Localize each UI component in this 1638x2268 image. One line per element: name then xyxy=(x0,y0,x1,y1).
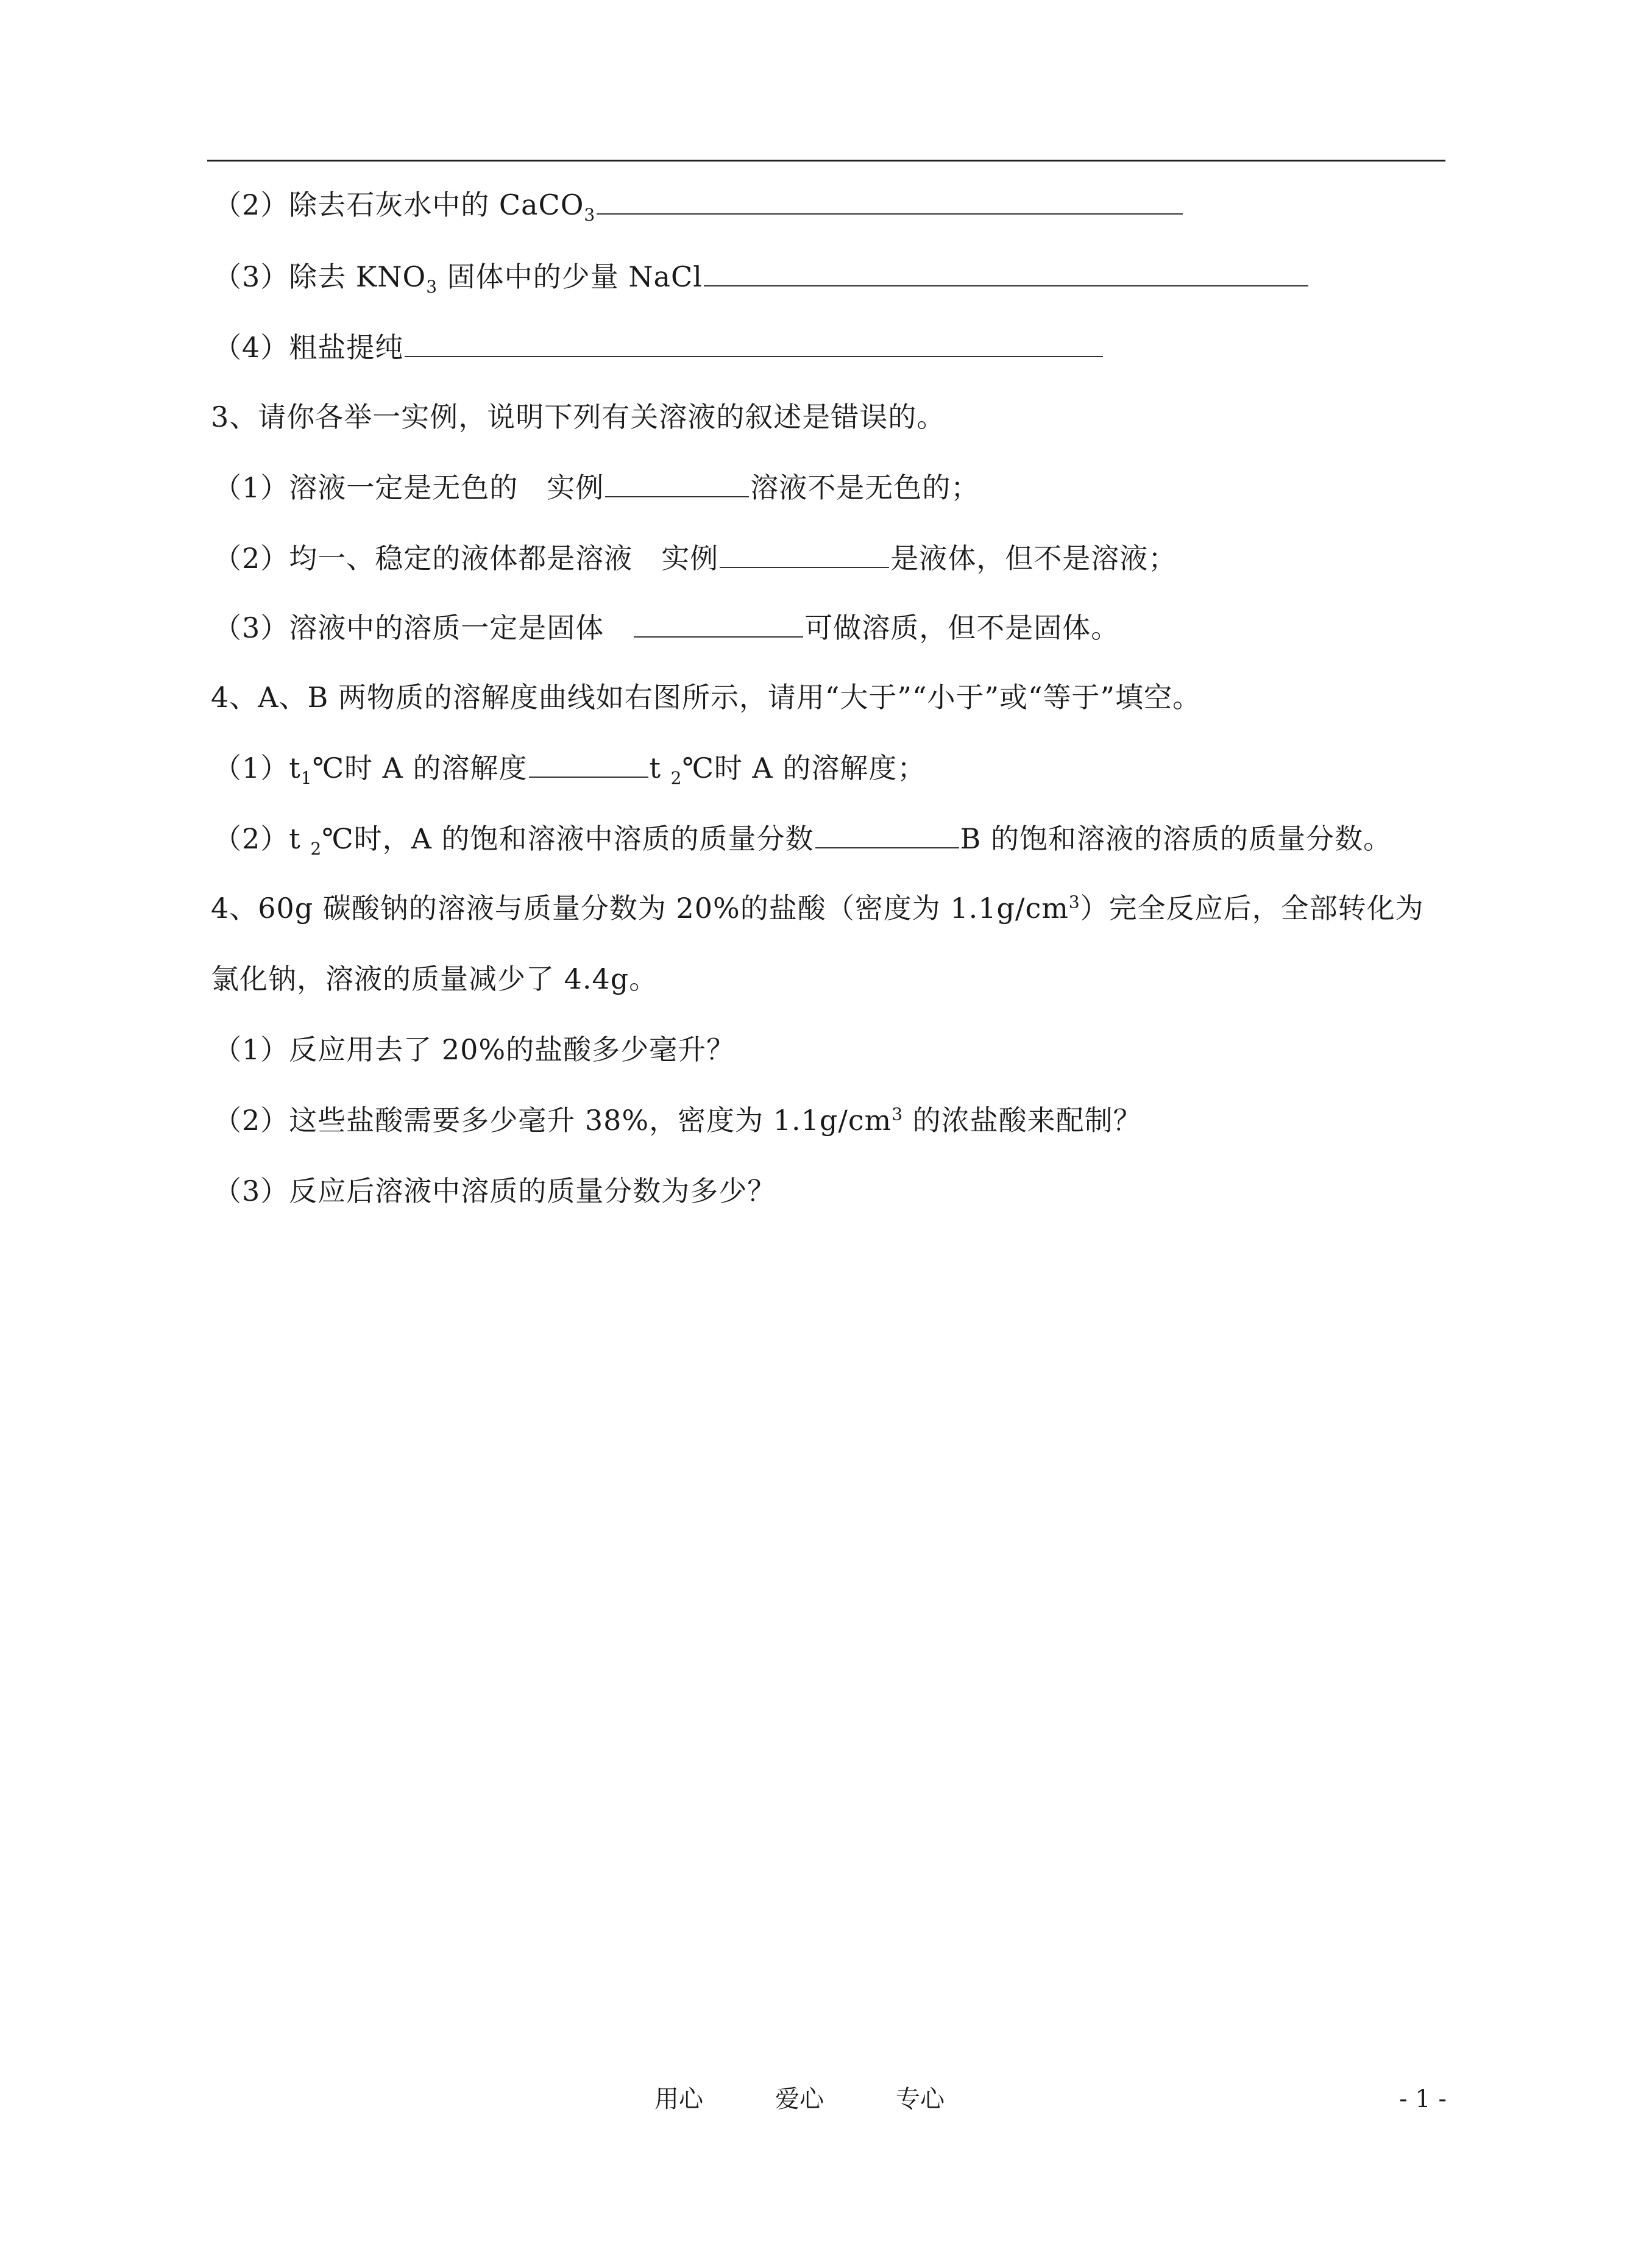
footer-motto-3: 专心 xyxy=(896,2085,945,2113)
q4a-text: 4、A、B 两物质的溶解度曲线如右图所示，请用“大于”“小于”或“等于”填空。 xyxy=(211,681,1202,714)
q3-3-text: （3）溶液中的溶质一定是固体 xyxy=(213,611,633,644)
question-2-3 xyxy=(213,258,1310,295)
answer-blank[interactable] xyxy=(605,472,749,497)
q4b-2-text-b: 的浓盐酸来配制？ xyxy=(903,1104,1142,1137)
answer-blank[interactable] xyxy=(634,612,803,638)
question-4a xyxy=(211,679,1201,716)
question-3 xyxy=(211,399,945,435)
q4b-superscript: 3 xyxy=(1068,892,1080,912)
footer-motto-2: 爱心 xyxy=(775,2085,824,2113)
answer-blank[interactable] xyxy=(720,542,889,568)
q4b-1-text: （1）反应用去了 20%的盐酸多少毫升？ xyxy=(213,1033,736,1066)
answer-blank[interactable] xyxy=(815,823,959,848)
q4a-1-text: （1）t xyxy=(213,752,301,784)
question-3-3 xyxy=(213,610,1119,646)
q2-2-subscript: 3 xyxy=(584,205,596,226)
q3-2-text-post: 是液体，但不是溶液； xyxy=(890,542,1177,575)
q4b-2-superscript: 3 xyxy=(892,1104,904,1125)
q4a-2-text: （2）t xyxy=(213,822,311,855)
q2-3-text-post: 固体中的少量 NaCl xyxy=(438,260,703,293)
answer-blank[interactable] xyxy=(597,189,1183,215)
question-4b-1 xyxy=(213,1031,735,1068)
q4b-2-text: （2）这些盐酸需要多少毫升 38%，密度为 1.1g/cm xyxy=(213,1104,892,1137)
q3-2-text: （2）均一、稳定的液体都是溶液 实例 xyxy=(213,542,719,575)
q2-4-text: （4）粗盐提纯 xyxy=(213,331,404,364)
question-4b-2 xyxy=(213,1102,1142,1139)
question-2-4 xyxy=(213,329,1104,366)
answer-blank[interactable] xyxy=(529,752,648,778)
question-4b xyxy=(211,890,1424,926)
question-4b-3 xyxy=(213,1173,776,1209)
q4a-2-text-c: B 的饱和溶液的溶质的质量分数。 xyxy=(960,822,1392,855)
question-3-1 xyxy=(213,469,979,506)
q2-2-text: （2）除去石灰水中的 CaCO xyxy=(213,188,584,221)
question-4a-2 xyxy=(213,820,1392,857)
answer-blank[interactable] xyxy=(704,261,1308,286)
answer-blank[interactable] xyxy=(405,332,1103,357)
q4b-3-text: （3）反应后溶液中溶质的质量分数为多少？ xyxy=(213,1175,776,1207)
q4a-1-text-d: ℃时 A 的溶解度； xyxy=(682,752,926,784)
q3-3-text-post: 可做溶质，但不是固体。 xyxy=(804,611,1120,644)
page-number: - 1 - xyxy=(1399,2085,1447,2113)
q2-3-subscript: 3 xyxy=(426,277,438,297)
question-2-2 xyxy=(213,187,1184,226)
q2-3-text: （3）除去 KNO xyxy=(213,260,427,293)
header-rule xyxy=(207,160,1445,162)
q3-1-text-post: 溶液不是无色的； xyxy=(750,471,980,504)
q4b-text: 4、60g 碳酸钠的溶液与质量分数为 20%的盐酸（密度为 1.1g/cm xyxy=(211,892,1069,925)
q4b-cont-text: 氯化钠，溶液的质量减少了 4.4g。 xyxy=(211,962,658,995)
question-3-2 xyxy=(213,540,1177,577)
q4a-1-sub-1: 1 xyxy=(300,768,313,789)
q4a-1-text-b: ℃时 A 的溶解度 xyxy=(312,752,528,784)
question-4b-continued xyxy=(211,961,658,997)
q4a-1-sub-2: 2 xyxy=(670,768,682,789)
q4b-text-b: ）完全反应后，全部转化为 xyxy=(1080,892,1424,925)
footer-motto-1: 用心 xyxy=(654,2085,703,2113)
q4a-2-text-b: ℃时，A 的饱和溶液中溶质的质量分数 xyxy=(322,822,814,855)
q4a-2-sub: 2 xyxy=(310,839,322,859)
q3-1-text: （1）溶液一定是无色的 实例 xyxy=(213,471,604,504)
q4a-1-text-c: t xyxy=(649,752,671,784)
question-4a-1 xyxy=(213,750,926,789)
q3-text: 3、请你各举一实例，说明下列有关溶液的叙述是错误的。 xyxy=(211,400,946,433)
